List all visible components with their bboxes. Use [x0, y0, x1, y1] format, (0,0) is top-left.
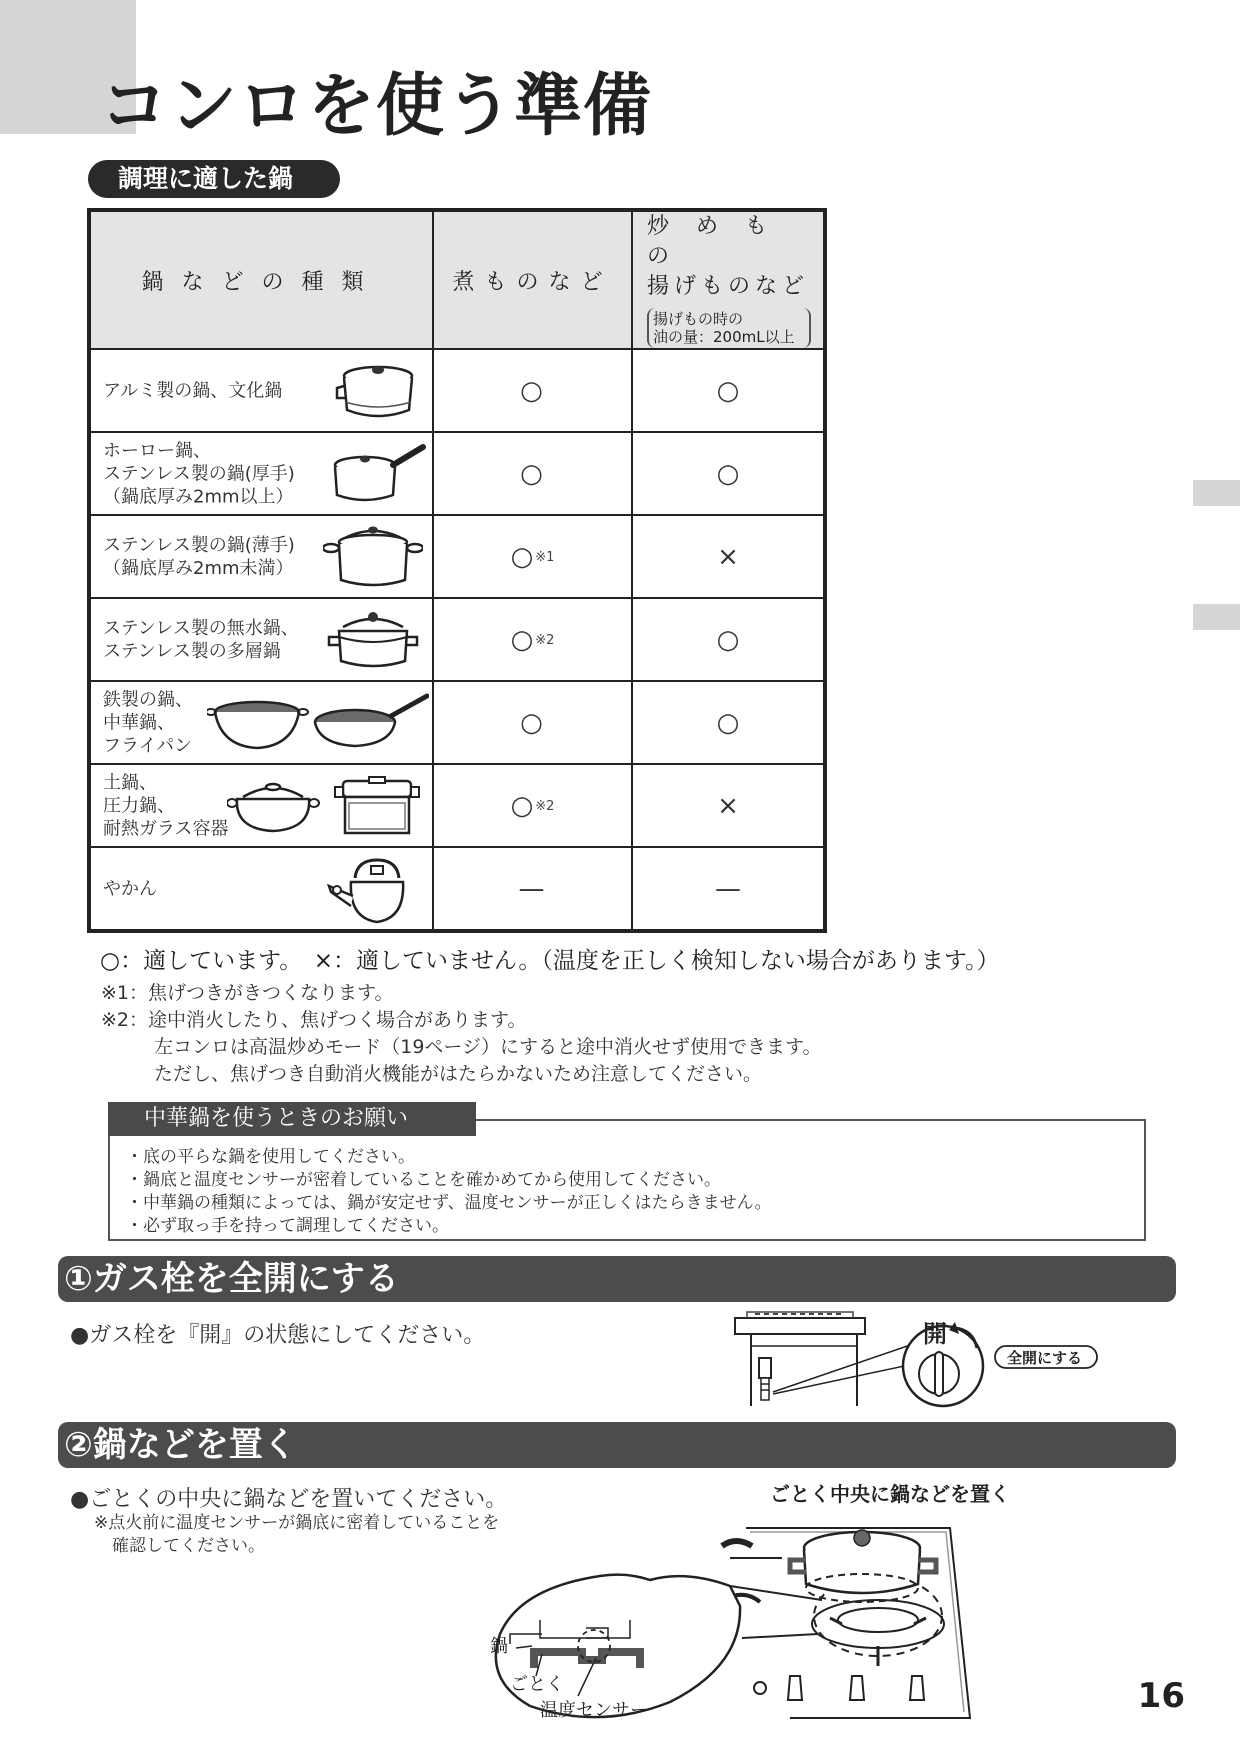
saucepan-icon [327, 441, 427, 507]
header-fry-line1: 炒めもの [647, 214, 795, 269]
simmer-mark-symbol: — [518, 873, 545, 904]
simmer-note-ref: ※2 [535, 798, 555, 814]
fry-mark: — [632, 847, 825, 931]
simmer-mark [433, 681, 632, 764]
footnote-2-line3: ただし、焦げつき自動消火機能がはたらかないため注意してください。 [154, 1063, 763, 1085]
kettle-icon [321, 856, 421, 926]
header-fry-note-line2: 油の量：200mL以上 [653, 328, 795, 346]
label-trivet: ごとく [510, 1674, 564, 1695]
step2-caption: ごとく中央に鍋などを置く [770, 1482, 1010, 1506]
step1-text: ●ガス栓を『開』の状態にしてください。 [70, 1323, 486, 1348]
table-row [89, 681, 825, 764]
pot-on-burner-illustration [490, 1506, 982, 1728]
footnote-2: ※2：途中消火したり、焦げつく場合があります。 [101, 1009, 527, 1031]
label-pot: 鍋 [490, 1636, 508, 1657]
pot-type-label: ホーロー鍋、 ステンレス製の鍋(厚手) （鍋底厚み2mm以上） [103, 440, 295, 507]
step2-heading: ②鍋などを置く [58, 1422, 1176, 1468]
aluminum-pot-icon [333, 358, 423, 424]
valve-open-label: 開 [923, 1320, 947, 1348]
pot-type-label: ステンレス製の鍋(薄手) （鍋底厚み2mm未満） [103, 534, 295, 579]
wok-request-title: 中華鍋を使うときのお願い [108, 1102, 476, 1136]
list-item: ・必ず取っ手を持って調理してください。 [126, 1216, 449, 1236]
pot-type-cell [89, 432, 433, 515]
fry-mark: × [632, 764, 825, 847]
full-open-label: 全開にする [1007, 1349, 1083, 1367]
label-temperature-sensor: 温度センサー [540, 1700, 648, 1721]
pot-type-label: ステンレス製の無水鍋、 ステンレス製の多層鍋 [103, 617, 299, 662]
simmer-mark-symbol: ○ [510, 624, 534, 655]
simmer-mark [433, 515, 632, 598]
section-heading-suitable-pots: 調理に適した鍋 [88, 160, 340, 198]
table-row [89, 349, 825, 432]
stock-pot-icon [323, 524, 423, 590]
edge-index-tab [1193, 480, 1240, 506]
header-simmer: 煮ものなど [433, 210, 632, 349]
step1-heading: ①ガス栓を全開にする [58, 1256, 1176, 1302]
simmer-note-ref: ※2 [535, 632, 555, 648]
simmer-note-ref: ※1 [535, 549, 555, 565]
header-fry-oil-note [647, 308, 811, 348]
pot-type-label: 鉄製の鍋、 中華鍋、 フライパン [103, 689, 193, 756]
edge-index-tab [1193, 604, 1240, 630]
pot-type-label: やかん [103, 878, 157, 899]
pot-type-cell [89, 349, 433, 432]
simmer-mark-symbol: ○ [520, 375, 543, 406]
fry-mark: ○ [632, 681, 825, 764]
step2-note-line1: ※点火前に温度センサーが鍋底に密着していることを [94, 1513, 500, 1533]
list-item: ・底の平らな鍋を使用してください。 [126, 1147, 415, 1167]
fry-mark: × [632, 515, 825, 598]
fry-mark: ○ [632, 598, 825, 681]
page-number: 16 [1137, 1676, 1185, 1716]
table-row [89, 598, 825, 681]
pot-type-cell [89, 764, 433, 847]
pot-type-label: アルミ製の鍋、文化鍋 [103, 380, 283, 401]
simmer-mark [433, 847, 632, 931]
simmer-mark [433, 432, 632, 515]
wok-request-list [126, 1146, 772, 1238]
table-header-row [89, 210, 825, 349]
fry-mark: ○ [632, 349, 825, 432]
simmer-mark-symbol: ○ [510, 790, 534, 821]
header-pot-type: 鍋などの種類 [89, 210, 433, 349]
simmer-mark [433, 598, 632, 681]
table-row [89, 515, 825, 598]
waterless-pot-icon [323, 607, 423, 673]
wok-and-frying-pan-icon [207, 690, 429, 756]
simmer-mark [433, 764, 632, 847]
clay-pot-and-glass-container-icon [227, 773, 427, 839]
pot-type-cell [89, 847, 433, 931]
table-row [89, 432, 825, 515]
pot-type-cell [89, 515, 433, 598]
footnote-1: ※1：焦げつきがきつくなります。 [101, 982, 394, 1004]
footnote-2-line2: 左コンロは高温炒めモード（19ページ）にすると途中消火せず使用できます。 [154, 1036, 822, 1058]
simmer-mark-symbol: ○ [510, 541, 534, 572]
list-item: ・中華鍋の種類によっては、鍋が安定せず、温度センサーが正しくはたらきません。 [126, 1193, 772, 1213]
simmer-mark-symbol: ○ [520, 458, 543, 489]
pot-type-cell [89, 681, 433, 764]
step2-note-line2: 確認してください。 [112, 1536, 265, 1556]
step2-text: ●ごとくの中央に鍋などを置いてください。 [70, 1487, 508, 1512]
table-row [89, 847, 825, 931]
simmer-mark-symbol: ○ [520, 707, 543, 738]
pot-type-cell [89, 598, 433, 681]
mark-legend: ○：適しています。 ×：適していません。（温度を正しく検知しない場合があります。） [100, 948, 1000, 974]
page-title: コンロを使う準備 [100, 67, 653, 146]
fry-mark: ○ [632, 432, 825, 515]
header-fry-line2: 揚げものなど [647, 274, 810, 299]
list-item: ・鍋底と温度センサーが密着していることを確かめてから使用してください。 [126, 1170, 721, 1190]
simmer-mark [433, 349, 632, 432]
footnotes [101, 980, 822, 1088]
suitable-pots-table [87, 208, 827, 933]
gas-valve-illustration [733, 1306, 1103, 1408]
table-row [89, 764, 825, 847]
header-fry [632, 210, 825, 349]
step2-note [94, 1512, 499, 1558]
header-fry-note-line1: 揚げもの時の [653, 310, 744, 328]
pot-type-label: 土鍋、 圧力鍋、 耐熱ガラス容器 [103, 772, 229, 839]
